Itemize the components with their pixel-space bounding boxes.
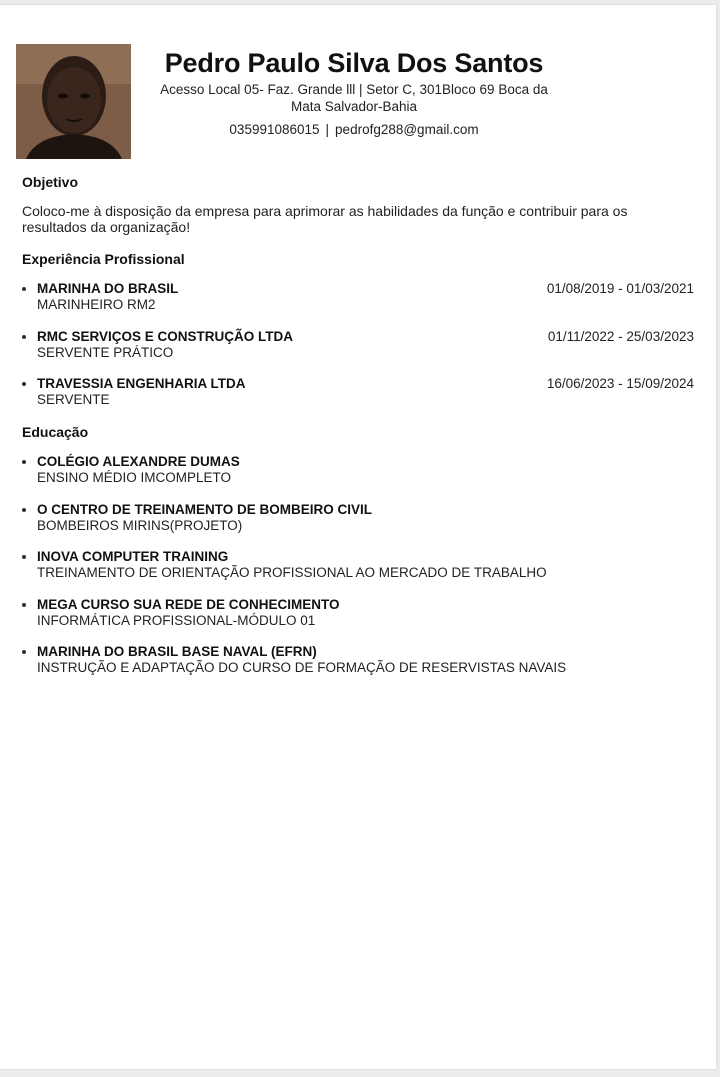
experience-role: SERVENTE PRÁTICO [37, 344, 174, 360]
objective-text: Coloco-me à disposição da empresa para aprimorar as habilidades da função e contribuir para os resultados da organização! [22, 203, 628, 235]
experience-item [22, 281, 694, 329]
contact-line [140, 121, 568, 139]
experience-item [22, 376, 694, 424]
education-item [22, 502, 694, 550]
experience-company: MARINHA DO BRASIL [37, 281, 179, 296]
candidate-address: Acesso Local 05- Faz. Grande lll | Setor C, 301Bloco 69 Boca da Mata Salvador-Bahia [160, 82, 548, 114]
education-school: INOVA COMPUTER TRAINING [37, 549, 229, 564]
education-school: MARINHA DO BRASIL BASE NAVAL (EFRN) [37, 644, 317, 659]
education-list [22, 454, 694, 692]
experience-dates: 16/06/2023 - 15/09/2024 [546, 376, 694, 391]
experience-company: TRAVESSIA ENGENHARIA LTDA [37, 376, 246, 391]
experience-item [22, 329, 694, 377]
education-course: ENSINO MÉDIO IMCOMPLETO [37, 470, 232, 485]
experience-dates: 01/11/2022 - 25/03/2023 [547, 328, 694, 344]
phone-number: 035991086015 [229, 122, 320, 137]
experience-heading: Experiência Profissional [22, 251, 185, 267]
education-item [22, 597, 694, 645]
profile-photo [16, 44, 131, 159]
education-course: BOMBEIROS MIRINS(PROJETO) [37, 517, 243, 533]
experience-role: MARINHEIRO RM2 [37, 297, 156, 312]
education-item [22, 454, 694, 502]
education-course: INFORMÁTICA PROFISSIONAL-MÓDULO 01 [37, 612, 316, 628]
resume-header [140, 47, 568, 139]
education-course: TREINAMENTO DE ORIENTAÇÃO PROFISSIONAL AO MERCADO DE TRABALHO [37, 565, 547, 580]
education-school: COLÉGIO ALEXANDRE DUMAS [37, 454, 240, 469]
education-course: INSTRUÇÃO E ADAPTAÇÃO DO CURSO DE FORMAÇÃO DE RESERVISTAS NAVAIS [37, 660, 567, 675]
education-school: MEGA CURSO SUA REDE DE CONHECIMENTO [37, 596, 340, 612]
education-item [22, 644, 694, 692]
education-heading: Educação [22, 424, 89, 440]
objective-heading: Objetivo [22, 174, 79, 190]
experience-list [22, 281, 694, 424]
experience-dates: 01/08/2019 - 01/03/2021 [546, 281, 694, 296]
experience-company: RMC SERVIÇOS E CONSTRUÇÃO LTDA [37, 328, 294, 344]
education-school: O CENTRO DE TREINAMENTO DE BOMBEIRO CIVIL [37, 501, 373, 517]
resume-page [0, 5, 716, 1069]
education-item [22, 549, 694, 597]
experience-role: SERVENTE [37, 392, 110, 407]
email-address: pedrofg288@gmail.com [335, 122, 479, 137]
candidate-name: Pedro Paulo Silva Dos Santos [164, 48, 544, 78]
contact-separator: | [325, 122, 330, 137]
